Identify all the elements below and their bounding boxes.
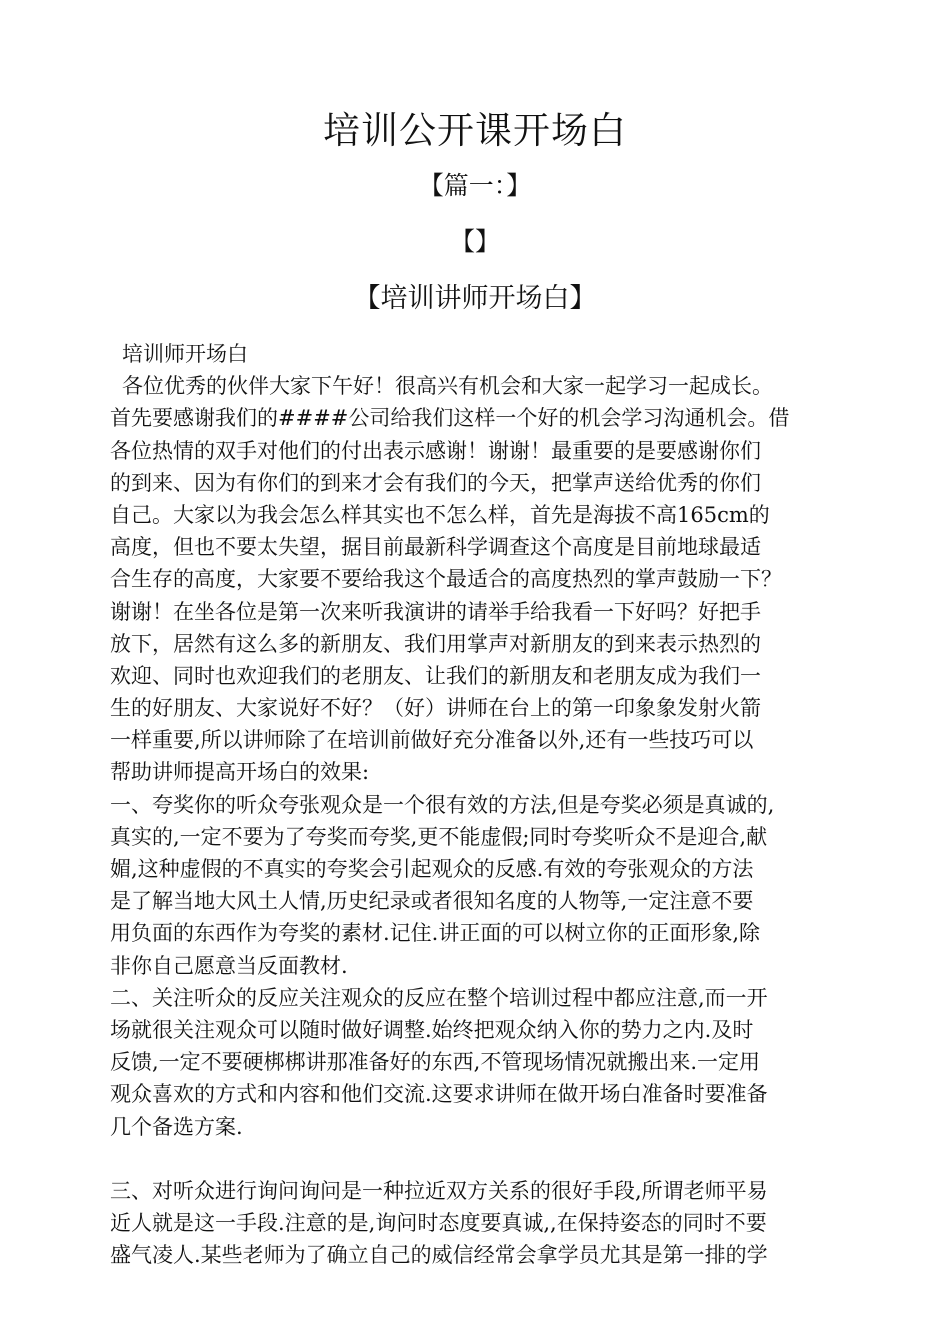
body-text (110, 338, 845, 1271)
body-line: 帮助讲师提高开场白的效果: (110, 760, 370, 785)
empty-bracket-heading: 【】 (449, 227, 500, 256)
section-title: 【培训讲师开场白】 (353, 283, 597, 314)
body-line: 首先要感谢我们的####公司给我们这样一个好的机会学习沟通机会。借 (110, 406, 790, 431)
body-line: 欢迎、同时也欢迎我们的老朋友、让我们的新朋友和老朋友成为我们一 (110, 663, 761, 688)
body-line: 非你自己愿意当反面教材. (110, 953, 348, 978)
body-line: 反馈,一定不要硬梆梆讲那准备好的东西,不管现场情况就搬出来.一定用 (110, 1050, 761, 1075)
body-line: 场就很关注观众可以随时做好调整.始终把观众纳入你的势力之内.及时 (110, 1017, 754, 1042)
body-line: 媚,这种虚假的不真实的夸奖会引起观众的反感.有效的夸张观众的方法 (110, 857, 754, 881)
chapter-label: 【篇一：】 (418, 171, 532, 200)
body-line: 合生存的高度，大家要不要给我这个最适合的高度热烈的掌声鼓励一下？ (110, 567, 782, 592)
body-line: 一样重要,所以讲师除了在培训前做好充分准备以外,还有一些技巧可以 (110, 728, 754, 753)
blank-line (110, 1143, 845, 1175)
body-line: 观众喜欢的方式和内容和他们交流.这要求讲师在做开场白准备时要准备 (110, 1082, 768, 1107)
body-line: 生的好朋友、大家说好不好？（好）讲师在台上的第一印象象发射火箭 (110, 696, 761, 721)
body-line: 一、夸奖你的听众夸张观众是一个很有效的方法,但是夸奖必须是真诚的, (110, 792, 775, 817)
body-line: 二、关注听众的反应关注观众的反应在整个培训过程中都应注意,而一开 (110, 985, 768, 1010)
body-line: 培训师开场白 (122, 342, 248, 366)
body-line: 的到来、因为有你们的到来才会有我们的今天，把掌声送给优秀的你们 (110, 470, 761, 495)
body-line: 是了解当地大风土人情,历史纪录或者很知名度的人物等,一定注意不要 (110, 889, 754, 914)
body-line: 盛气凌人.某些老师为了确立自己的威信经常会拿学员尤其是第一排的学 (110, 1243, 768, 1268)
body-line: 自己。大家以为我会怎么样其实也不怎么样，首先是海拔不高165cm的 (110, 502, 770, 527)
body-line: 真实的,一定不要为了夸奖而夸奖,更不能虚假;同时夸奖听众不是迎合,献 (110, 824, 768, 849)
body-line: 谢谢！在坐各位是第一次来听我演讲的请举手给我看一下好吗？好把手 (110, 599, 761, 624)
body-line: 放下，居然有这么多的新朋友、我们用掌声对新朋友的到来表示热烈的 (110, 631, 761, 656)
body-line: 各位优秀的伙伴大家下午好！很高兴有机会和大家一起学习一起成长。 (122, 374, 773, 399)
body-line: 近人就是这一手段.注意的是,询问时态度要真诚,,在保持姿态的同时不要 (110, 1210, 767, 1235)
body-line: 用负面的东西作为夸奖的素材.记住.讲正面的可以树立你的正面形象,除 (110, 921, 761, 946)
body-line: 各位热情的双手对他们的付出表示感谢！谢谢！最重要的是要感谢你们 (110, 438, 761, 463)
body-line: 几个备选方案. (110, 1114, 243, 1139)
body-line: 高度，但也不要太失望，据目前最新科学调查这个高度是目前地球最适 (110, 535, 761, 560)
document-title: 培训公开课开场白 (323, 109, 627, 152)
body-line: 三、对听众进行询问询问是一种拉近双方关系的很好手段,所谓老师平易 (110, 1178, 768, 1203)
